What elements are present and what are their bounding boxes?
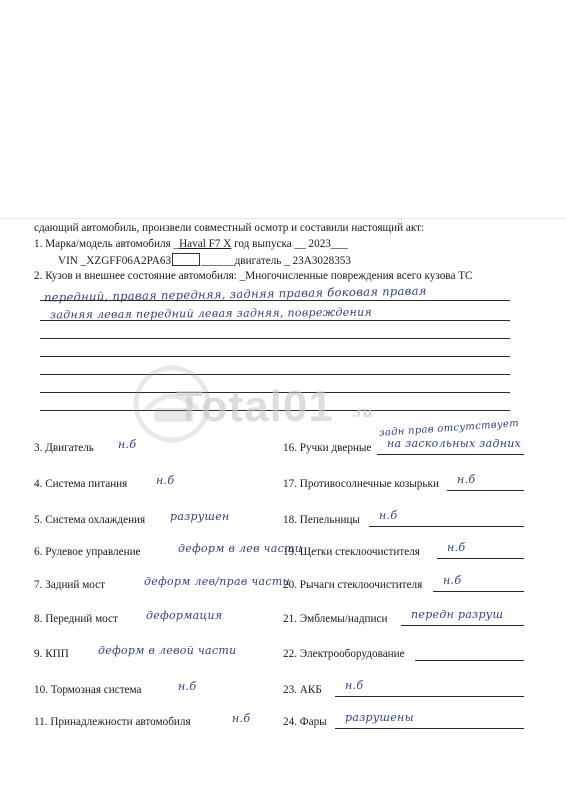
ruled-line bbox=[40, 356, 510, 357]
right-item-label: 24. Фары bbox=[283, 716, 327, 728]
right-item-label: 17. Противосолнечные козырьки bbox=[283, 478, 439, 490]
right-item-handwritten-note-top: задн прав отсутствует bbox=[378, 418, 520, 439]
answer-underline bbox=[433, 591, 524, 592]
left-item-handwritten-note: н.б bbox=[118, 438, 137, 451]
right-item-label: 19. Щетки стеклоочистителя bbox=[283, 546, 420, 558]
ruled-line bbox=[40, 338, 510, 339]
right-item-handwritten-note: н.б bbox=[379, 509, 398, 522]
answer-underline bbox=[401, 625, 524, 626]
left-item-label: 7. Задний мост bbox=[34, 579, 106, 591]
right-item-handwritten-note: на заскольных задних bbox=[387, 437, 522, 450]
answer-underline bbox=[447, 490, 524, 491]
item-2-body: 2. Кузов и внешнее состояние автомобиля: _Многочисленные повреждения всего кузова ТС bbox=[34, 270, 473, 282]
blank-top-area bbox=[0, 0, 566, 219]
left-item-handwritten-note: деформация bbox=[146, 609, 223, 622]
redaction-box bbox=[172, 253, 200, 266]
left-item-label: 10. Тормозная система bbox=[34, 684, 142, 696]
left-item-handwritten-note: деформ лев/прав части bbox=[144, 575, 290, 588]
watermark-text: Total01 bbox=[176, 382, 334, 431]
answer-underline bbox=[415, 660, 524, 661]
item-1-year: год выпуска __ 2023___ bbox=[234, 238, 348, 250]
left-item-handwritten-note: н.б bbox=[232, 712, 251, 725]
left-item-label: 8. Передний мост bbox=[34, 613, 118, 625]
engine-number: ______двигатель _ 23A3028353 bbox=[201, 255, 351, 267]
watermark-suffix: .ru bbox=[352, 404, 373, 421]
left-item-label: 3. Двигатель bbox=[34, 442, 94, 454]
right-item-handwritten-note: передн разруш bbox=[411, 608, 504, 621]
left-item-label: 11. Принадлежности автомобиля bbox=[34, 716, 191, 728]
answer-underline bbox=[369, 526, 524, 527]
left-item-handwritten-note: разрушен bbox=[170, 510, 230, 523]
item-1-make-model bbox=[34, 237, 348, 251]
answer-underline bbox=[335, 728, 524, 729]
right-item-label: 18. Пепельницы bbox=[283, 514, 360, 526]
vin-line bbox=[58, 253, 351, 268]
answer-underline bbox=[377, 454, 524, 455]
right-item-handwritten-note: н.б bbox=[447, 541, 466, 554]
answer-underline bbox=[437, 558, 524, 559]
body-note-line-2: задняя левая передний левая задняя, повреждения bbox=[49, 305, 373, 322]
right-item-handwritten-note: разрушены bbox=[345, 711, 414, 724]
intro-line: сдающий автомобиль, произвели совместный осмотр и составили настоящий акт: bbox=[34, 222, 425, 234]
body-note-line-1: передний, правая передняя, задняя правая боковая правая bbox=[43, 283, 427, 305]
right-item-handwritten-note: н.б bbox=[443, 574, 462, 587]
right-item-label: 20. Рычаги стеклоочистителя bbox=[283, 579, 423, 591]
ruled-line bbox=[40, 300, 510, 301]
left-item-label: 5. Система охлаждения bbox=[34, 514, 146, 526]
left-item-handwritten-note: н.б bbox=[156, 474, 175, 487]
right-item-label: 16. Ручки дверные bbox=[283, 442, 372, 454]
item-1-prefix: 1. Марка/модель автомобиля _ bbox=[34, 238, 180, 250]
left-item-label: 6. Рулевое управление bbox=[34, 546, 141, 558]
right-item-label: 22. Электрооборудование bbox=[283, 648, 405, 660]
right-item-label: 23. АКБ bbox=[283, 684, 322, 696]
left-item-handwritten-note: деформ в лев части bbox=[178, 542, 303, 555]
right-item-label: 21. Эмблемы/надписи bbox=[283, 613, 388, 625]
answer-underline bbox=[335, 696, 524, 697]
left-item-handwritten-note: деформ в левой части bbox=[98, 644, 237, 657]
right-item-handwritten-note: н.б bbox=[457, 473, 476, 486]
left-item-handwritten-note: н.б bbox=[178, 680, 197, 693]
ruled-line bbox=[40, 320, 510, 321]
ruled-line bbox=[40, 374, 510, 375]
left-item-label: 4. Система питания bbox=[34, 478, 128, 490]
left-item-label: 9. КПП bbox=[34, 648, 69, 660]
item-1-model: Haval F7 X bbox=[179, 238, 232, 250]
vin-prefix: VIN _XZGFF06A2PA63 bbox=[58, 255, 172, 267]
right-item-handwritten-note: н.б bbox=[345, 679, 364, 692]
